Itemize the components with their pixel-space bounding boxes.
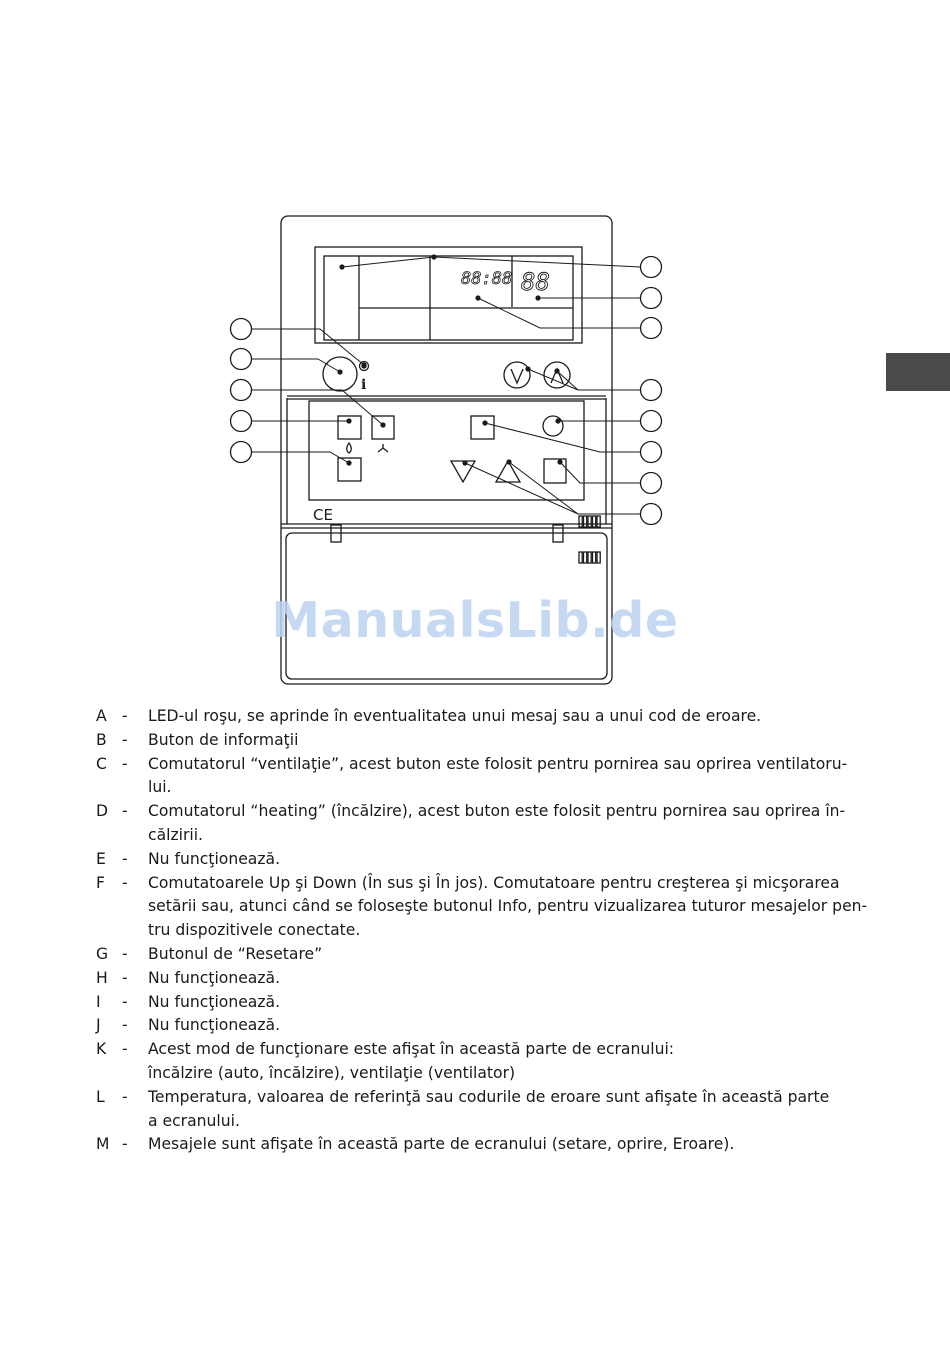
fan-icon [378, 444, 388, 452]
legend-item [96, 753, 876, 801]
legend-key: M [96, 1135, 110, 1154]
callout-circle-right-6 [641, 442, 662, 463]
callout-circle-right-5 [641, 411, 662, 432]
legend-line: Comutatorul “ventilaţie”, acest buton este folosit pentru pornirea sau oprirea ventilatoru- [148, 754, 848, 773]
unused-round-button [543, 416, 563, 436]
legend-description [148, 705, 876, 729]
legend-item [96, 848, 876, 872]
legend-line: Buton de informaţii [148, 730, 299, 749]
legend-line: Nu funcţionează. [148, 992, 281, 1011]
legend-dash: - [122, 968, 128, 987]
vent-grille-upper [579, 516, 600, 527]
legend-dash: - [122, 1016, 128, 1035]
legend-description [148, 1038, 876, 1086]
legend-line: Butonul de “Resetare” [148, 944, 323, 963]
legend-description [148, 1133, 876, 1157]
legend-key: J [96, 1016, 101, 1035]
legend-description [148, 991, 876, 1015]
legend-line: lui. [148, 778, 172, 797]
legend-key: L [96, 1087, 105, 1106]
legend-description [148, 872, 876, 943]
legend-item [96, 705, 876, 729]
legend-line: Temperatura, valoarea de referinţă sau codurile de eroare sunt afişate în această parte [148, 1087, 830, 1106]
legend-dash: - [122, 802, 128, 821]
legend-dash: - [122, 992, 128, 1011]
info-symbol: i [361, 377, 367, 393]
callout-circle-right-4 [641, 380, 662, 401]
legend-dash: - [122, 849, 128, 868]
legend-key: F [96, 873, 105, 892]
leader-lines-right [342, 257, 640, 514]
legend-key: C [96, 754, 107, 773]
legend-line: Nu funcţionează. [148, 849, 281, 868]
legend-description [148, 967, 876, 991]
legend-dash: - [122, 754, 128, 773]
legend-description [148, 729, 876, 753]
callout-circle-left-5 [231, 442, 252, 463]
callout-circle-right-8 [641, 504, 662, 525]
ce-mark: CE [313, 506, 333, 524]
legend-item [96, 967, 876, 991]
legend-key: B [96, 730, 107, 749]
legend-description [148, 800, 876, 848]
watermark: ManualsLib.de [271, 592, 679, 649]
legend-item [96, 991, 876, 1015]
legend-line: Comutatorul “heating” (încălzire), acest buton este folosit pentru pornirea sau oprirea în- [148, 802, 846, 821]
legend-description [148, 943, 876, 967]
callout-circle-right-7 [641, 473, 662, 494]
legend-line: LED-ul roşu, se aprinde în eventualitatea unui mesaj sau a unui cod de eroare. [148, 707, 762, 725]
legend-item [96, 800, 876, 848]
legend-description [148, 1014, 876, 1038]
legend-item [96, 1086, 876, 1134]
legend-dash: - [122, 944, 128, 963]
legend-line: încălzire (auto, încălzire), ventilaţie (ventilator) [148, 1063, 516, 1082]
reset-button [471, 416, 494, 439]
legend-line: călzirii. [148, 825, 204, 844]
legend-line: Comutatoarele Up şi Down (În sus şi În jos). Comutatoare pentru creşterea şi micşorarea [148, 873, 840, 892]
legend-line: Mesajele sunt afişate în această parte de ecranului (setare, oprire, Eroare). [148, 1135, 735, 1154]
callout-circle-left-4 [231, 411, 252, 432]
legend-dash: - [122, 707, 128, 725]
legend-line: Nu funcţionează. [148, 968, 281, 987]
legend-line: Nu funcţionează. [148, 1016, 281, 1035]
legend-line: Acest mod de funcţionare este afişat în această parte de ecranului: [148, 1040, 675, 1059]
legend-line: setării sau, atunci când se foloseşte butonul Info, pentru vizualizarea tuturor mesajelor pen- [148, 897, 868, 916]
legend-item [96, 943, 876, 967]
display-digits-right: 88 [521, 268, 550, 296]
legend-line: a ecranului. [148, 1111, 240, 1130]
arrow-up-button [544, 362, 570, 388]
callout-circle-left-2 [231, 349, 252, 370]
legend-key: A [96, 707, 107, 725]
legend-key: G [96, 944, 109, 963]
legend-item [96, 1038, 876, 1086]
legend-description [148, 848, 876, 872]
callout-circle-right-1 [641, 257, 662, 278]
legend-description [148, 753, 876, 801]
legend-list [96, 705, 876, 1157]
callout-circle-right-2 [641, 288, 662, 309]
chevron-down-icon [511, 369, 523, 383]
legend-dash: - [122, 873, 128, 892]
flame-icon [347, 443, 352, 453]
legend-item [96, 1133, 876, 1157]
legend-item [96, 872, 876, 943]
display-digits-left: 88:88 [461, 269, 513, 289]
legend-dash: - [122, 730, 128, 749]
legend-dash: - [122, 1040, 128, 1059]
legend-dash: - [122, 1135, 128, 1154]
unused-button-right [544, 459, 566, 483]
legend-key: K [96, 1040, 107, 1059]
legend-item [96, 1014, 876, 1038]
chapter-tab [886, 353, 950, 391]
legend-description [148, 1086, 876, 1134]
vent-grille-lower [579, 552, 600, 563]
legend-key: I [96, 992, 101, 1011]
legend-key: H [96, 968, 108, 987]
legend-dash: - [122, 1087, 128, 1106]
legend-item [96, 729, 876, 753]
callout-circle-left-1 [231, 319, 252, 340]
legend-key: D [96, 802, 109, 821]
callout-circle-left-3 [231, 380, 252, 401]
legend-key: E [96, 849, 106, 868]
legend-line: tru dispozitivele conectate. [148, 921, 361, 940]
callout-circle-right-3 [641, 318, 662, 339]
